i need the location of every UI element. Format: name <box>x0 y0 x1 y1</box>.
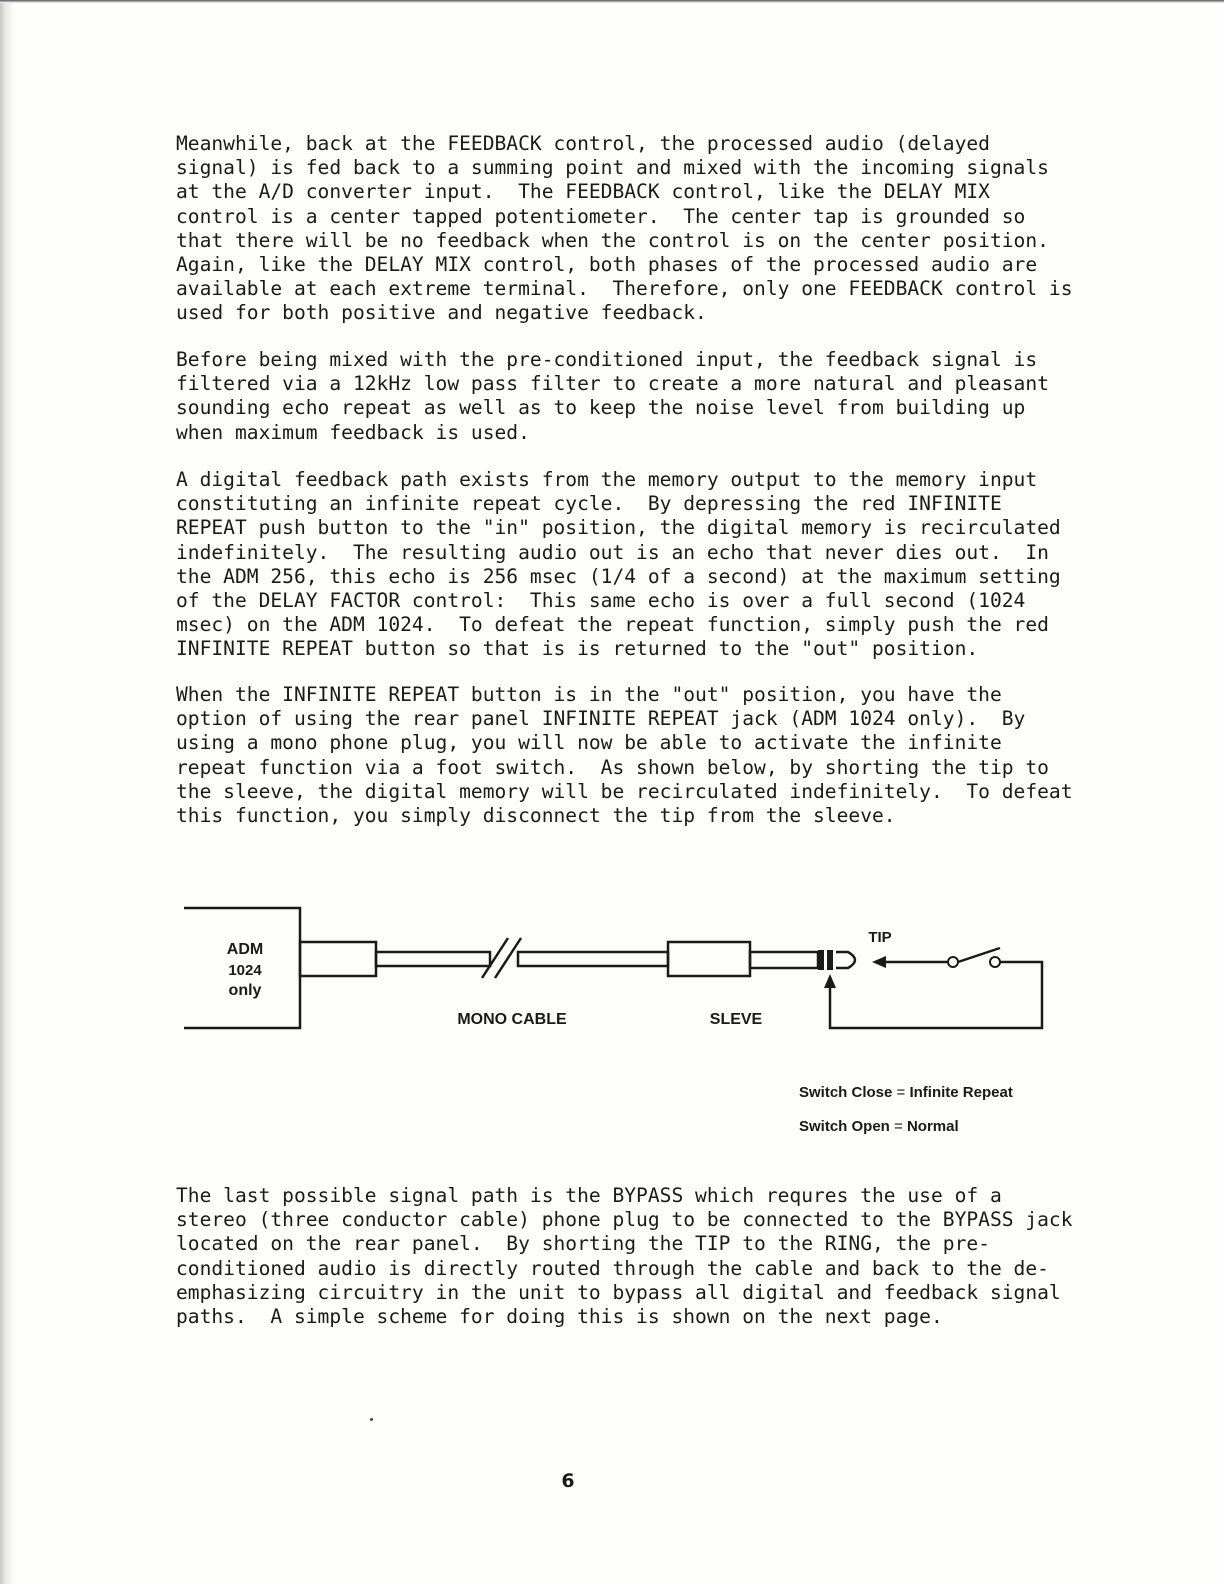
legend-close-eq: = <box>896 1084 906 1101</box>
legend-close-row <box>799 1084 1013 1101</box>
device-label-line1: ADM <box>226 941 264 958</box>
plug-right-shaft <box>518 952 668 966</box>
cable-label: MONO CABLE <box>457 1011 567 1028</box>
paragraph-low-pass-filter: Before being mixed with the pre-conditioned input, the feedback signal is filtered via a 12kHz low pass filter to create a more natural and pleasant sounding echo repeat as well as to keep the noise level from building up when maximum feedback is used. <box>176 348 1049 444</box>
legend-open-state: Switch Open <box>799 1118 890 1135</box>
paragraph-bypass: The last possible signal path is the BYPASS which requres the use of a stereo (three conductor cable) phone plug to be connected to the BYPASS jack located on the rear panel. By shorting the TIP to the RING, the pre- conditioned audio is directly routed through the cable and back to the de- emphasizing circuitry in the unit to bypass all digital and feedback signal paths. A simple scheme for doing this is shown on the next page. <box>176 1184 1073 1329</box>
return-wire <box>830 962 1042 1028</box>
legend-open-eq: = <box>894 1118 903 1135</box>
legend-open-row <box>799 1118 959 1135</box>
plug-tip-block-2 <box>827 950 833 970</box>
device-label-line2: 1024 <box>228 962 262 979</box>
legend-close-result: Infinite Repeat <box>909 1084 1013 1101</box>
scan-speck <box>370 1418 373 1421</box>
plug-tip <box>836 952 855 968</box>
scan-edge <box>0 0 14 1584</box>
legend-open-result: Normal <box>906 1118 959 1135</box>
device-label-line3: only <box>228 982 262 999</box>
wiring-diagram <box>0 890 1224 1160</box>
tip-arrow <box>872 956 886 968</box>
page-number: 6 <box>561 1470 575 1492</box>
sleeve-label: SLEVE <box>709 1011 763 1028</box>
plug-left-tip <box>376 952 490 966</box>
plug-left <box>300 942 376 976</box>
plug-right-neck <box>750 952 818 968</box>
switch-contact-right <box>990 957 1000 967</box>
scan-top-edge <box>0 0 1224 3</box>
paragraph-foot-switch: When the INFINITE REPEAT button is in the "out" position, you have the option of using the rear panel INFINITE REPEAT jack (ADM 1024 only). By using a mono phone plug, you will now be able to activate the infinite repeat function via a foot switch. As shown below, by shorting the tip to the sleeve, the digital memory will be recirculated indefinitely. To defeat this function, you simply disconnect the tip from the sleeve. <box>176 683 1073 828</box>
sleeve-arrow <box>824 974 836 988</box>
plug-right <box>668 942 750 976</box>
plug-tip-block-1 <box>818 950 824 970</box>
legend-close-state: Switch Close <box>799 1084 893 1101</box>
switch-contact-left <box>948 957 958 967</box>
paragraph-feedback-control: Meanwhile, back at the FEEDBACK control, the processed audio (delayed signal) is fed back to a summing point and mixed with the incoming signals at the A/D converter input. The FEEDBACK control, like the DELAY MIX control is a center tapped potentiometer. The center tap is grounded so that there will be no feedback when the control is on the center position. Again, like the DELAY MIX control, both phases of the processed audio are available at each extreme terminal. Therefore, only one FEEDBACK control is used for both positive and negative feedback. <box>176 132 1073 325</box>
paragraph-infinite-repeat: A digital feedback path exists from the memory output to the memory input constituting an infinite repeat cycle. By depressing the red INFINITE REPEAT push button to the "in" position, the digital memory is recirculated indefinitely. The resulting audio out is an echo that never dies out. In the ADM 256, this echo is 256 msec (1/4 of a second) at the maximum setting of the DELAY FACTOR control: This same echo is over a full second (1024 msec) on the ADM 1024. To defeat the repeat function, simply push the red INFINITE REPEAT button so that is is returned to the "out" position. <box>176 468 1061 661</box>
cable-break-mark <box>482 938 521 978</box>
tip-label: TIP <box>868 929 892 946</box>
